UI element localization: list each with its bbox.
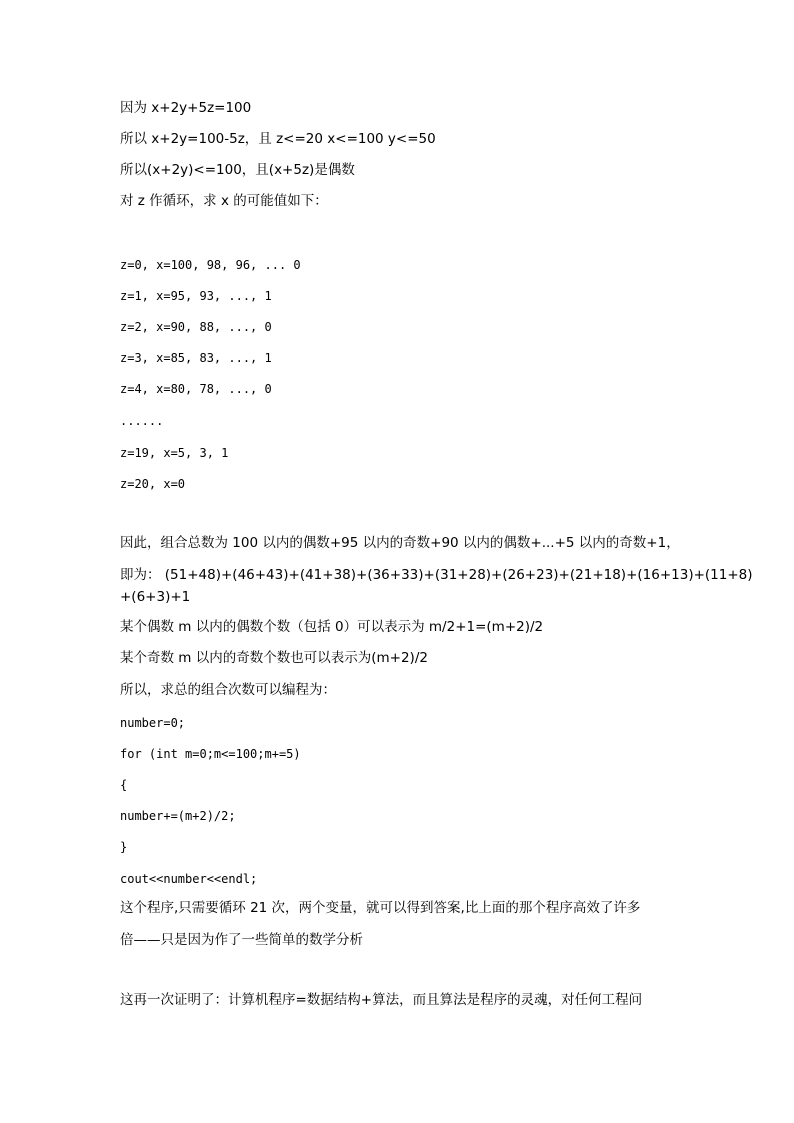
text-line-even-count: 某个偶数 m 以内的偶数个数（包括 0）可以表示为 m/2+1=(m+2)/2 xyxy=(120,619,544,635)
case-line-z2: z=2, x=90, 88, ..., 0 xyxy=(120,320,272,334)
code-line-close-brace: } xyxy=(120,840,128,854)
case-line-z20: z=20, x=0 xyxy=(120,477,186,491)
code-line-output: cout<<number<<endl; xyxy=(120,872,258,886)
case-line-z19: z=19, x=5, 3, 1 xyxy=(120,446,229,460)
text-line-premise: 因为 x+2y+5z=100 xyxy=(120,100,252,116)
text-line-conclusion: 这个程序,只需要循环 21 次，两个变量，就可以得到答案,比上面的那个程序高效了许多 xyxy=(120,900,641,916)
code-line-open-brace: { xyxy=(120,778,128,792)
code-line-init: number=0; xyxy=(120,716,186,730)
text-line-loop-intro: 对 z 作循环，求 x 的可能值如下： xyxy=(120,193,328,209)
text-line-sum-continued: +(6+3)+1 xyxy=(120,589,191,605)
text-line-total: 因此，组合总数为 100 以内的偶数+95 以内的奇数+90 以内的偶数+...+5 以内的奇数+1， xyxy=(120,535,680,551)
case-line-z3: z=3, x=85, 83, ..., 1 xyxy=(120,351,272,365)
case-line-ellipsis: ...... xyxy=(120,414,164,428)
text-line-program-intro: 所以，求总的组合次数可以编程为： xyxy=(120,682,336,698)
text-line-condition: 所以(x+2y)<=100，且(x+5z)是偶数 xyxy=(120,162,355,178)
case-line-z1: z=1, x=95, 93, ..., 1 xyxy=(120,289,272,303)
code-line-body: number+=(m+2)/2; xyxy=(120,809,236,823)
text-line-proof: 这再一次证明了：计算机程序=数据结构+算法，而且算法是程序的灵魂，对任何工程问 xyxy=(120,992,643,1008)
text-line-odd-count: 某个奇数 m 以内的奇数个数也可以表示为(m+2)/2 xyxy=(120,650,428,666)
case-line-z0: z=0, x=100, 98, 96, ... 0 xyxy=(120,258,301,272)
text-line-derivation: 所以 x+2y=100-5z，且 z<=20 x<=100 y<=50 xyxy=(120,131,436,147)
text-line-sum: 即为： (51+48)+(46+43)+(41+38)+(36+33)+(31+28)+(26+23)+(21+18)+(16+13)+(11+8) xyxy=(120,567,753,583)
text-line-conclusion-continued: 倍——只是因为作了一些简单的数学分析 xyxy=(120,932,363,948)
case-line-z4: z=4, x=80, 78, ..., 0 xyxy=(120,382,272,396)
code-line-for: for (int m=0;m<=100;m+=5) xyxy=(120,747,301,761)
